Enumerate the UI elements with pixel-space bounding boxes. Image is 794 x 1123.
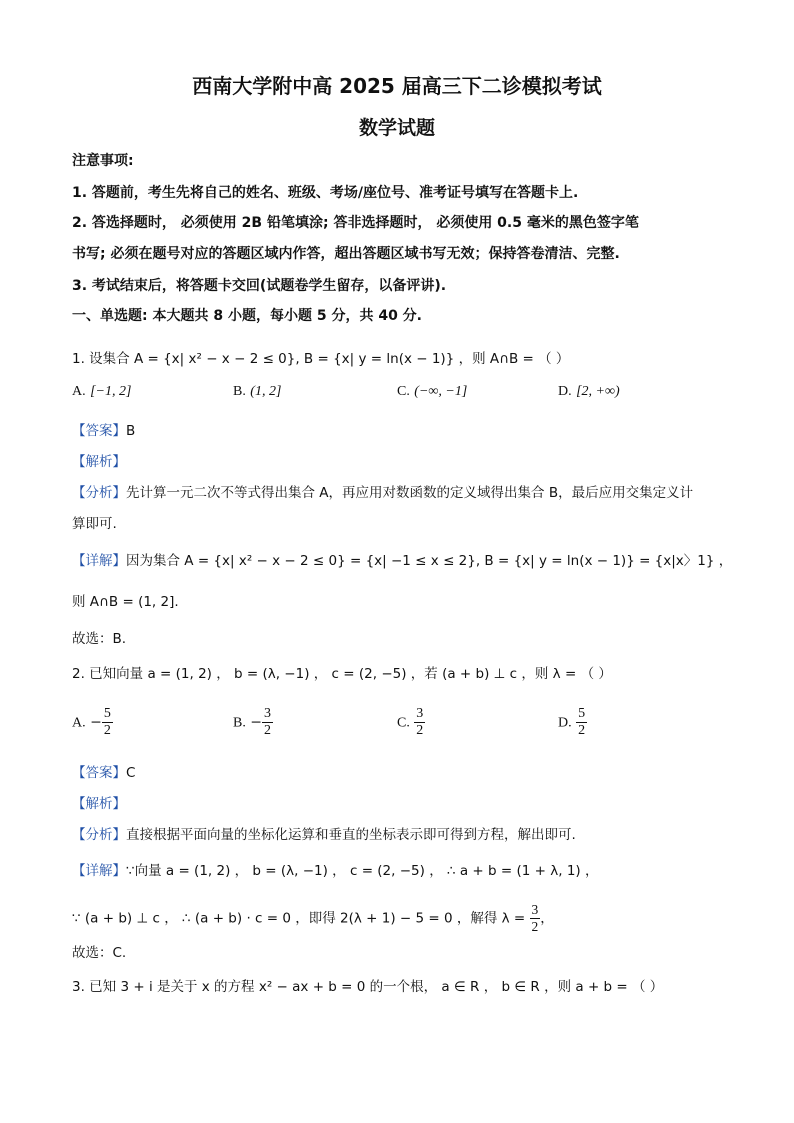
- page-title: 西南大学附中高 2025 届高三下二诊模拟考试: [192, 74, 602, 98]
- q2-stem: 2. 已知向量 a = (1, 2) ， b = (λ, −1) ， c = (2, −5) ，若 (a + b) ⊥ c ，则 λ = （ ）: [72, 666, 612, 682]
- q1-option-c: C. (−∞, −1]: [397, 384, 468, 399]
- q1-answer: 【答案】B: [72, 423, 136, 439]
- q1-choose: 故选：B.: [72, 631, 127, 647]
- q1-fenxi: 【分析】先计算一元二次不等式得出集合 A，再应用对数函数的定义域得出集合 B，最后应用交集定义计: [72, 485, 694, 501]
- q2-answer: 【答案】C: [72, 765, 136, 781]
- q2-option-d: D. $\frac{5}{2}$: [558, 706, 586, 738]
- q2-option-b: B. − $\frac{3}{2}$: [233, 706, 272, 738]
- q3-stem: 3. 已知 3 + i 是关于 x 的方程 x² − ax + b = 0 的一个根， a ∈ R ， b ∈ R ，则 a + b = （ ）: [72, 979, 664, 995]
- q2-detail-cont: ∵ (a + b) ⊥ c ， ∴ (a + b) · c = 0 ，即得 2(λ + 1) − 5 = 0 ，解得 λ = $\frac{3}{2}$ ，: [72, 902, 554, 934]
- q2-choose: 故选：C.: [72, 945, 127, 961]
- q1-option-d: D. [2, +∞): [558, 384, 620, 399]
- q2-option-a: A. − $\frac{5}{2}$: [72, 706, 111, 738]
- q1-options: [72, 383, 732, 413]
- notice-item-3: 3. 考试结束后，将答题卡交回(试题卷学生留存，以备评讲).: [72, 278, 447, 294]
- q1-stem: 1. 设集合 A = {x| x² − x − 2 ≤ 0}, B = {x| y = ln(x − 1)} ，则 A∩B = （ ）: [72, 351, 570, 367]
- q1-fenxi-cont: 算即可.: [72, 516, 117, 532]
- q1-detail: 【详解】因为集合 A = {x| x² − x − 2 ≤ 0} = {x| −1 ≤ x ≤ 2}, B = {x| y = ln(x − 1)} = {x|x〉1} ，: [72, 553, 733, 569]
- q1-detail-cont: 则 A∩B = (1, 2].: [72, 594, 179, 610]
- page-subtitle: 数学试题: [358, 117, 435, 139]
- q2-option-c: C. $\frac{3}{2}$: [397, 706, 424, 738]
- q2-fenxi: 【分析】直接根据平面向量的坐标化运算和垂直的坐标表示即可得到方程，解出即可.: [72, 827, 576, 843]
- q2-analysis-tag: 【解析】: [72, 796, 126, 812]
- section-heading: 一、单选题: 本大题共 8 小题，每小题 5 分，共 40 分.: [72, 308, 422, 324]
- notice-item-1: 1. 答题前，考生先将自己的姓名、班级、考场/座位号、准考证号填写在答题卡上.: [72, 185, 579, 201]
- q2-options: [72, 706, 732, 750]
- notice-heading: 注意事项:: [72, 153, 134, 169]
- q1-analysis-tag: 【解析】: [72, 454, 126, 470]
- q1-option-a: A. [−1, 2]: [72, 384, 132, 399]
- q2-detail: 【详解】∵向量 a = (1, 2) ， b = (λ, −1) ， c = (2, −5) ， ∴ a + b = (1 + λ, 1) ，: [72, 863, 599, 879]
- q1-option-b: B. (1, 2]: [233, 384, 282, 399]
- notice-item-2-cont: 书写; 必须在题号对应的答题区域内作答，超出答题区域书写无效；保持答卷清洁、完整.: [72, 246, 620, 262]
- notice-item-2: 2. 答选择题时， 必须使用 2B 铅笔填涂; 答非选择题时， 必须使用 0.5 毫米的黑色签字笔: [72, 215, 639, 231]
